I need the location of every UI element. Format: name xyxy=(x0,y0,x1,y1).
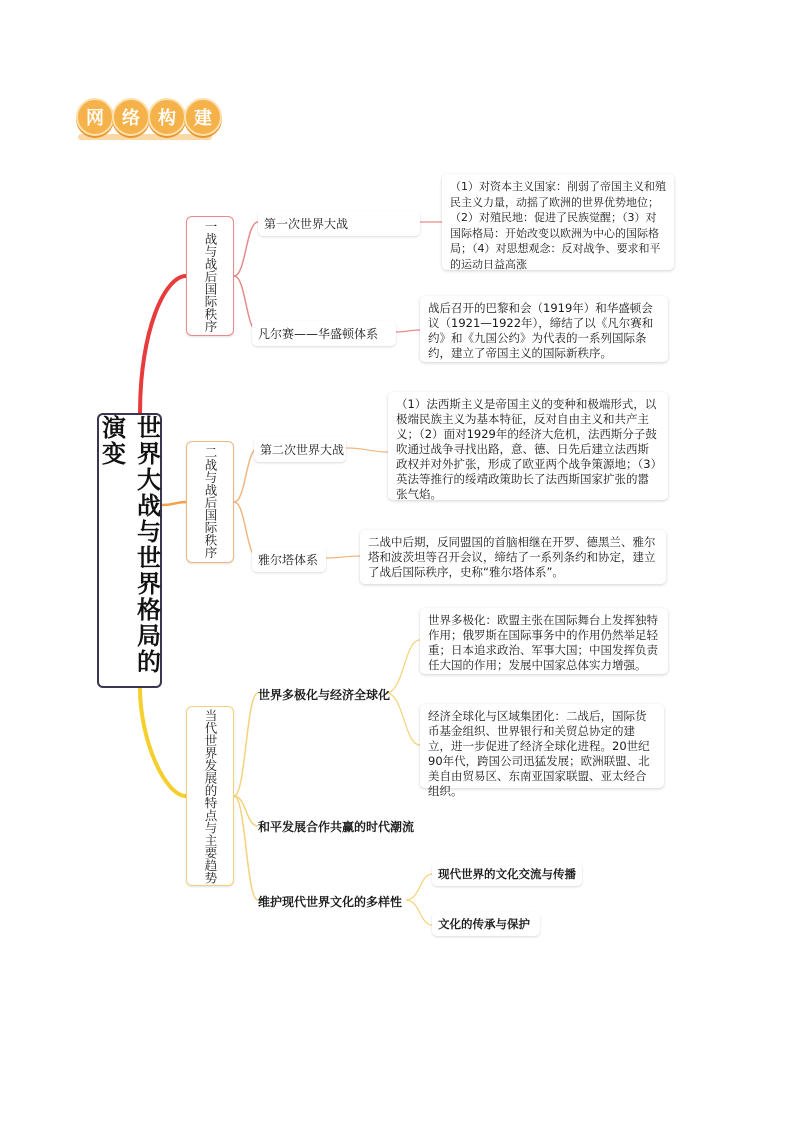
section-contemporary xyxy=(186,706,234,886)
topic-versailles-washington: 凡尔赛——华盛顿体系 xyxy=(252,321,396,346)
topic-wwi: 第一次世界大战 xyxy=(258,211,420,236)
detail-multipolarity: 世界多极化：欧盟主张在国际舞台上发挥独特作用；俄罗斯在国际事务中的作用仍然举足轻重；日本追求政治、军事大国；中国发挥负责任大国的作用；发展中国家总体实力增强。 xyxy=(420,608,668,674)
badge-char: 络 xyxy=(112,98,150,136)
topic-multipolar-globalization: 世界多极化与经济全球化 xyxy=(258,688,391,702)
sub-cultural-exchange: 现代世界的文化交流与传播 xyxy=(432,862,582,886)
section-wwi xyxy=(186,216,234,336)
detail-globalization: 经济全球化与区域集团化：二战后，国际货币基金组织、世界银行和关贸总协定的建立，进一步促进了经济全球化进程。20世纪90年代，跨国公司迅猛发展；欧洲联盟、北美自由贸易区、东南亚国家联盟、亚太经合组织。 xyxy=(420,704,664,788)
sub-cultural-heritage: 文化的传承与保护 xyxy=(432,912,540,936)
badge-char: 网 xyxy=(76,98,114,136)
section-label: 一战与战后国际秩序 xyxy=(203,219,218,333)
detail-wwi: （1）对资本主义国家：削弱了帝国主义和殖民主义力量，动摇了欧洲的世界优势地位；（2）对殖民地：促进了民族觉醒；（3）对国际格局：开始改变以欧洲为中心的国际格局；（4）对思想观念：反对战争、要求和平的运动日益高涨 xyxy=(442,174,674,270)
topic-cultural-diversity: 维护现代世界文化的多样性 xyxy=(258,895,403,909)
detail-wwii: （1）法西斯主义是帝国主义的变种和极端形式，以极端民族主义为基本特征，反对自由主义和共产主义；（2）面对1929年的经济大危机，法西斯分子鼓吹通过战争寻找出路，意、德、日先后建立法西斯政权并对外扩张，形成了欧亚两个战争策源地；（3）英法等推行的绥靖政策助长了法西斯国家扩张的嚣张气焰。 xyxy=(388,392,668,500)
detail-yalta: 二战中后期，反同盟国的首脑相继在开罗、德黑兰、雅尔塔和波茨坦等召开会议，缔结了一系列条约和协定，建立了战后国际秩序，史称“雅尔塔体系”。 xyxy=(360,530,666,584)
section-label: 二战与战后国际秩序 xyxy=(203,445,218,559)
root-topic xyxy=(97,413,162,688)
badge-char: 建 xyxy=(184,98,222,136)
badge-char: 构 xyxy=(148,98,186,136)
root-title: 世界大战与世界格局的演变 xyxy=(97,415,161,675)
detail-versailles-washington: 战后召开的巴黎和会（1919年）和华盛顿会议（1921—1922年），缔结了以《凡尔赛和约》和《九国公约》为代表的一系列国际条约，建立了帝国主义的国际新秩序。 xyxy=(420,296,668,362)
section-label: 当代世界发展的特点与主要趋势 xyxy=(203,708,218,884)
topic-yalta: 雅尔塔体系 xyxy=(252,547,326,572)
section-wwii xyxy=(186,441,234,563)
topic-wwii: 第二次世界大战 xyxy=(254,437,346,462)
topic-peace-development: 和平发展合作共赢的时代潮流 xyxy=(258,820,415,834)
